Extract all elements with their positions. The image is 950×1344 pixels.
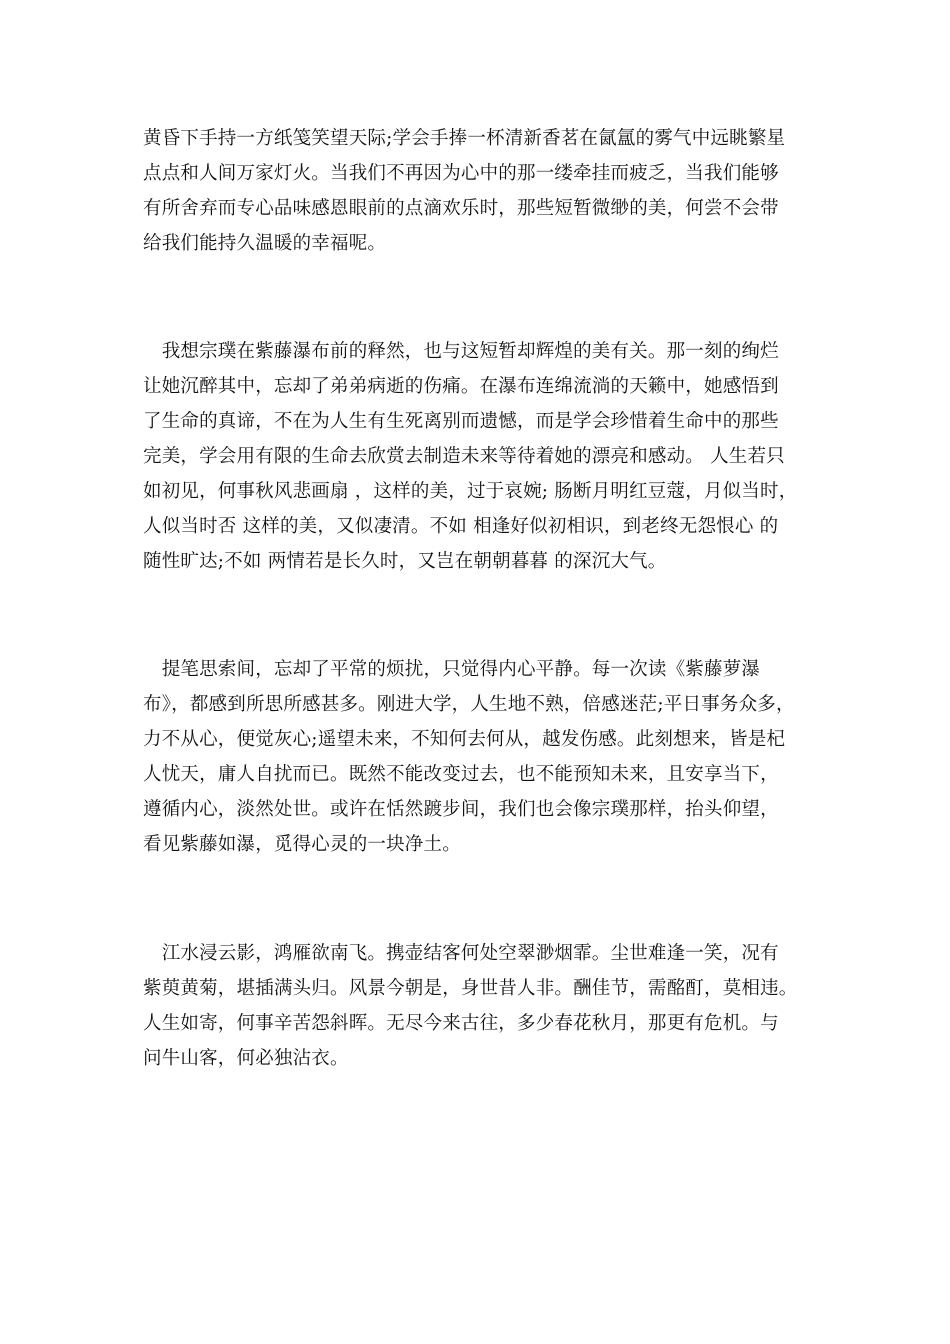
text-line: 完美，学会用有限的生命去欣赏去制造未来等待着她的漂亮和感动。 人生若只 xyxy=(143,446,785,467)
text-line: 提笔思索间，忘却了平常的烦扰，只觉得内心平静。每一次读《紫藤萝瀑 xyxy=(143,659,761,680)
text-line: 布》，都感到所思所感甚多。刚进大学，人生地不熟，倍感迷茫;平日事务众多， xyxy=(143,694,795,715)
text-line: 遵循内心，淡然处世。或许在恬然踱步间，我们也会像宗璞那样，抬头仰望， xyxy=(143,799,779,820)
text-line: 看见紫藤如瀑，觅得心灵的一块净土。 xyxy=(143,834,461,855)
text-line: 点点和人间万家灯火。当我们不再因为心中的那一缕牵挂而疲乏，当我们能够 xyxy=(143,163,779,184)
text-line: 江水浸云影，鸿雁欲南飞。携壶结客何处空翠渺烟霏。尘世难逢一笑，况有 xyxy=(143,943,779,964)
text-line: 有所舍弃而专心品味感恩眼前的点滴欢乐时，那些短暂微缈的美，何尝不会带 xyxy=(143,198,779,219)
text-line: 如初见，何事秋风悲画扇 ，这样的美，过于哀婉; 肠断月明红豆蔻，月似当时， xyxy=(143,481,798,502)
text-line: 随性旷达;不如 两情若是长久时，又岂在朝朝暮暮 的深沉大气。 xyxy=(143,551,667,572)
text-line: 让她沉醉其中，忘却了弟弟病逝的伤痛。在瀑布连绵流淌的天籁中，她感悟到 xyxy=(143,376,779,397)
text-line: 我想宗璞在紫藤瀑布前的释然，也与这短暂却辉煌的美有关。那一刻的绚烂 xyxy=(143,341,779,362)
text-line: 给我们能持久温暖的幸福呢。 xyxy=(143,233,387,254)
text-line: 紫萸黄菊，堪插满头归。风景今朝是，身世昔人非。酬佳节，需酩酊，莫相违。 xyxy=(143,978,798,999)
text-line: 力不从心，便觉灰心;遥望未来，不知何去何从，越发伤感。此刻想来，皆是杞 xyxy=(143,729,786,750)
text-line: 人似当时否 这样的美，又似凄清。不如 相逢好似初相识，到老终无怨恨心 的 xyxy=(143,516,779,537)
text-line: 黄昏下手持一方纸笺笑望天际;学会手捧一杯清新香茗在氤氲的雾气中远眺繁星 xyxy=(143,128,786,149)
text-line: 了生命的真谛，不在为人生有生死离别而遗憾，而是学会珍惜着生命中的那些 xyxy=(143,411,779,432)
text-line: 人生如寄，何事辛苦怨斜晖。无尽今来古往，多少春花秋月，那更有危机。与 xyxy=(143,1013,779,1034)
text-line: 问牛山客，何必独沾衣。 xyxy=(143,1048,349,1069)
text-line: 人忧天，庸人自扰而已。既然不能改变过去，也不能预知未来，且安享当下， xyxy=(143,764,779,785)
